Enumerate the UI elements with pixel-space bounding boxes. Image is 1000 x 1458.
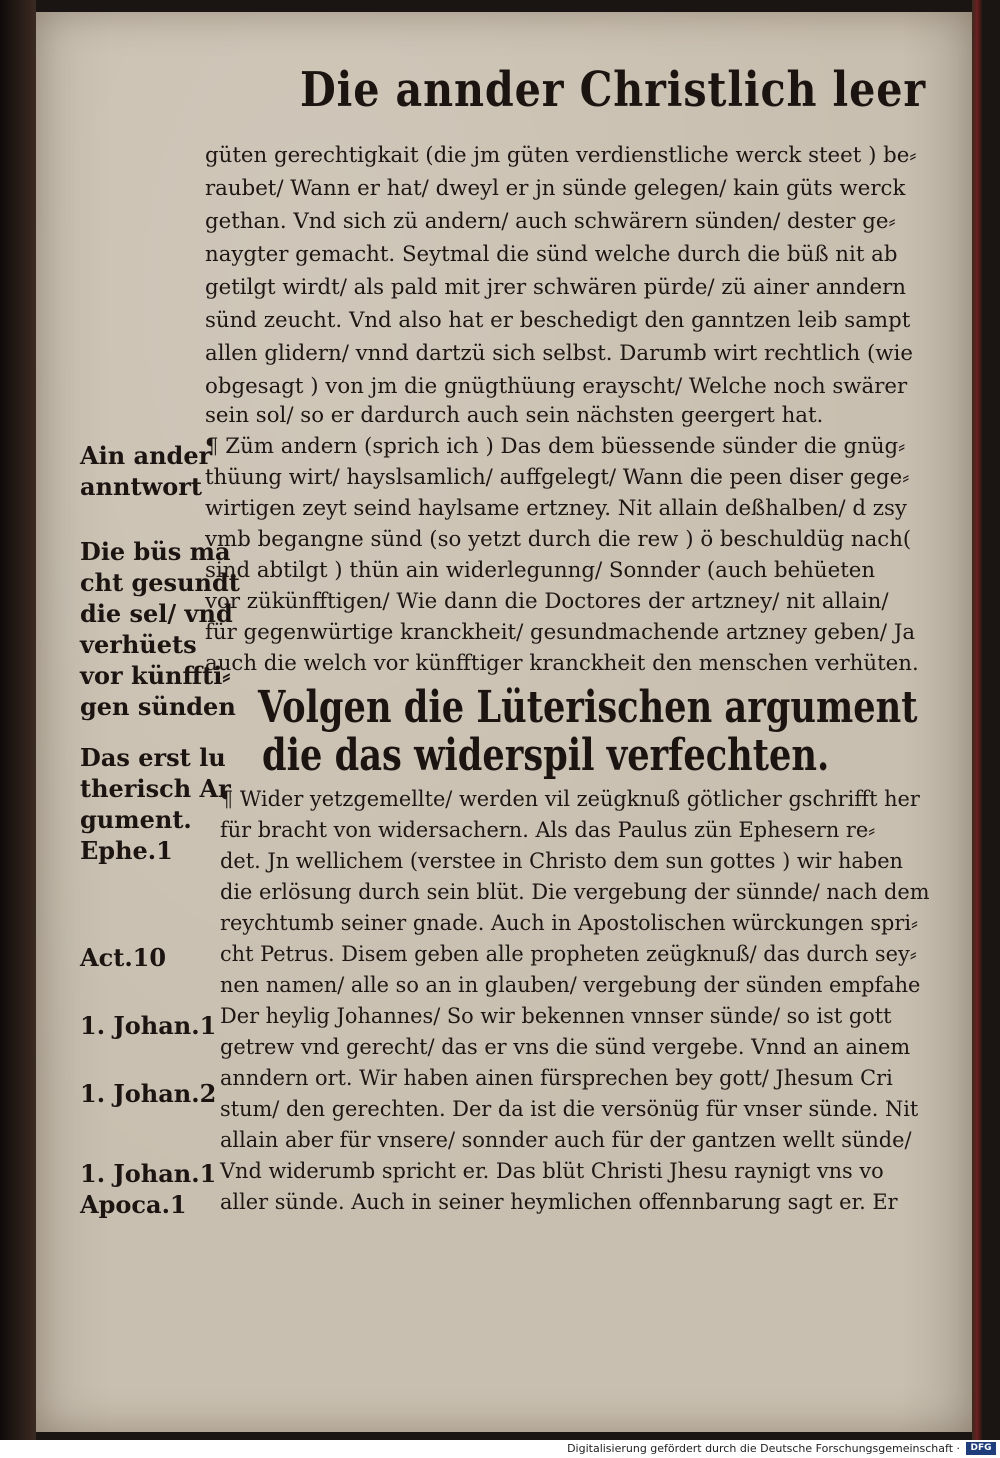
- binding-edge: [0, 0, 36, 1440]
- text-line: sünd zeucht. Vnd also hat er beschedigt den ganntzen leib sampt: [205, 308, 911, 333]
- margin-note-line: gument.: [80, 805, 192, 834]
- dfg-logo-icon: DFG: [966, 1442, 996, 1455]
- margin-note-line: verhüets: [80, 630, 197, 659]
- footer-credit-text: Digitalisierung gefördert durch die Deutsche Forschungsgemeinschaft ·: [567, 1442, 960, 1455]
- text-line: die erlösung durch sein blüt. Die vergebung der sünnde/ nach dem: [220, 880, 930, 905]
- text-line: obgesagt ) von jm die gnügthüung erayscht/ Welche noch swärer: [205, 374, 908, 399]
- text-line: ¶ Züm andern (sprich ich ) Das dem büessende sünder die gnüg⸗: [205, 434, 906, 459]
- margin-note-line: 1. Johan.1: [80, 1011, 217, 1040]
- margin-note-line: cht gesundt: [80, 568, 240, 597]
- margin-note-line: anntwort: [80, 472, 202, 501]
- text-line: anndern ort. Wir haben ainen fürsprechen bey gott/ Jhesum Cri: [220, 1066, 893, 1091]
- margin-note-johan-2: [80, 1078, 216, 1109]
- text-line: det. Jn wellichem (verstee in Christo dem sun gottes ) wir haben: [220, 849, 903, 874]
- text-line: allen glidern/ vnnd dartzü sich selbst. Darumb wirt rechtlich (wie: [205, 341, 913, 366]
- text-line: auch die welch vor künfftiger kranckheit den menschen verhüten.: [205, 651, 919, 676]
- margin-note-erst-argument: [80, 742, 231, 866]
- margin-note-line: therisch Ar: [80, 774, 231, 803]
- text-line: wirtigen zeyt seind haylsame ertzney. Nit allain deßhalben/ d zsy: [205, 496, 907, 521]
- text-line: raubet/ Wann er hat/ dweyl er jn sünde gelegen/ kain güts werck: [205, 176, 906, 201]
- margin-note-line: 1. Johan.2: [80, 1079, 217, 1108]
- text-line: gethan. Vnd sich zü andern/ auch schwärern sünden/ dester ge⸗: [205, 209, 896, 234]
- running-head: Die annder Christlich leer: [300, 62, 926, 118]
- text-line: Vnd widerumb spricht er. Das blüt Christi Jhesu raynigt vns vo: [220, 1159, 884, 1184]
- text-line: getrew vnd gerecht/ das er vns die sünd vergebe. Vnnd an ainem: [220, 1035, 911, 1060]
- text-line: stum/ den gerechten. Der da ist die versönüg für vnser sünde. Nit: [220, 1097, 919, 1122]
- margin-note-ain-ander: [80, 440, 211, 502]
- margin-note-line: 1. Johan.1: [80, 1159, 217, 1188]
- text-line: vor zükünfftigen/ Wie dann die Doctores der artzney/ nit allain/: [205, 589, 889, 614]
- margin-note-johan-apoca: [80, 1158, 216, 1220]
- text-line: für gegenwürtige kranckheit/ gesundmachende artzney geben/ Ja: [205, 620, 916, 645]
- margin-note-line: Act.10: [80, 943, 167, 972]
- margin-note-line: Die büs ma: [80, 537, 231, 566]
- margin-note-bus-macht: [80, 536, 240, 722]
- text-line: sind abtilgt ) thün ain widerlegunng/ Sonnder (auch behüeten: [205, 558, 876, 583]
- text-line: naygter gemacht. Seytmal die sünd welche durch die büß nit ab: [205, 242, 898, 267]
- text-line: aller sünde. Auch in seiner heymlichen offennbarung sagt er. Er: [220, 1190, 898, 1215]
- text-line: ¶ Wider yetzgemellte/ werden vil zeügknuß götlicher gschrifft her: [220, 787, 920, 812]
- margin-note-line: Das erst lu: [80, 743, 226, 772]
- margin-note-line: Ain ander: [80, 441, 212, 470]
- text-line: sein sol/ so er dardurch auch sein nächsten geergert hat.: [205, 403, 824, 428]
- margin-note-line: Ephe.1: [80, 836, 173, 865]
- text-line: für bracht von widersachern. Als das Paulus zün Ephesern re⸗: [220, 818, 876, 843]
- text-line: getilgt wirdt/ als pald mit jrer schwären pürde/ zü ainer anndern: [205, 275, 906, 300]
- footer-credit-bar: [0, 1440, 1000, 1458]
- text-line: nen namen/ alle so an in glauben/ vergebung der sünden empfahe: [220, 973, 921, 998]
- text-line: vmb begangne sünd (so yetzt durch die rew ) ö beschuldüg nach(: [205, 527, 912, 552]
- section-heading-line: die das widerspil verfechten.: [262, 730, 830, 781]
- margin-note-line: Apoca.1: [80, 1190, 187, 1219]
- text-line: güten gerechtigkait (die jm güten verdienstliche werck steet ) be⸗: [205, 143, 917, 168]
- text-line: thüung wirt/ hayslsamlich/ auffgelegt/ Wann die peen diser gege⸗: [205, 465, 910, 490]
- text-line: Der heylig Johannes/ So wir bekennen vnnser sünde/ so ist gott: [220, 1004, 892, 1029]
- margin-note-johan-1: [80, 1010, 216, 1041]
- page-edge-right: [972, 0, 982, 1440]
- margin-note-line: gen sünden: [80, 692, 236, 721]
- text-line: reychtumb seiner gnade. Auch in Apostolischen würckungen spri⸗: [220, 911, 918, 936]
- text-line: cht Petrus. Disem geben alle propheten zeügknuß/ das durch sey⸗: [220, 942, 917, 967]
- margin-note-line: vor künffti⸗: [80, 661, 231, 690]
- margin-note-act: [80, 942, 166, 973]
- section-heading-line: Volgen die Lüterischen argument: [258, 682, 918, 733]
- text-line: allain aber für vnsere/ sonnder auch für der gantzen wellt sünde/: [220, 1128, 912, 1153]
- margin-note-line: die sel/ vnd: [80, 599, 233, 628]
